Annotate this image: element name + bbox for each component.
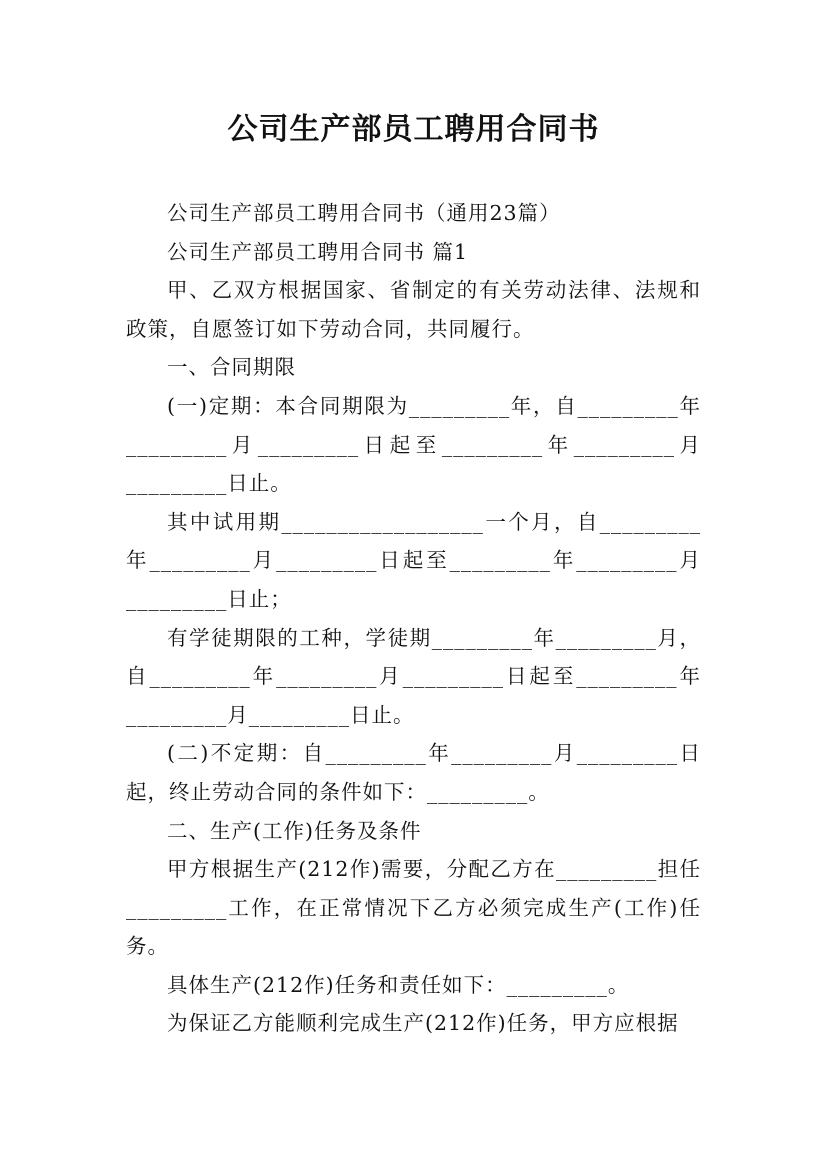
- paragraph-subtitle: 公司生产部员工聘用合同书（通用23篇）: [167, 201, 561, 225]
- paragraph-guarantee: 为保证乙方能顺利完成生产(212作)任务，甲方应根据: [167, 1011, 679, 1036]
- paragraph-fixed-term: (一)定期：本合同期限为_________年，自_________年_________月_________日起至_________年_________月_________日止。: [126, 393, 701, 496]
- paragraph-assignment: 甲方根据生产(212作)需要，分配乙方在_________担任_________工作，在正常情况下乙方必须完成生产(工作)任务。: [126, 857, 701, 959]
- document-body: [126, 194, 701, 1043]
- heading-work-tasks: 二、生产(工作)任务及条件: [167, 818, 422, 843]
- paragraph-probation: 其中试用期__________________一个月，自_________年_________月_________日起至_________年_________月_________日止；: [126, 509, 701, 611]
- paragraph-preamble: 甲、乙双方根据国家、省制定的有关劳动法律、法规和政策，自愿签订如下劳动合同，共同履行。: [126, 278, 701, 341]
- document-title: 公司生产部员工聘用合同书: [227, 112, 600, 147]
- heading-contract-term: 一、合同期限: [167, 355, 296, 380]
- paragraph-indefinite-term: (二)不定期：自_________年_________月_________日起，终止劳动合同的条件如下：_________。: [126, 741, 701, 804]
- paragraph-section-heading: 公司生产部员工聘用合同书 篇1: [167, 239, 469, 264]
- paragraph-apprenticeship: 有学徒期限的工种，学徒期_________年_________月，自_________年_________月_________日起至_________年_________月_________日止。: [126, 625, 701, 727]
- paragraph-responsibilities: 具体生产(212作)任务和责任如下：_________。: [167, 972, 630, 997]
